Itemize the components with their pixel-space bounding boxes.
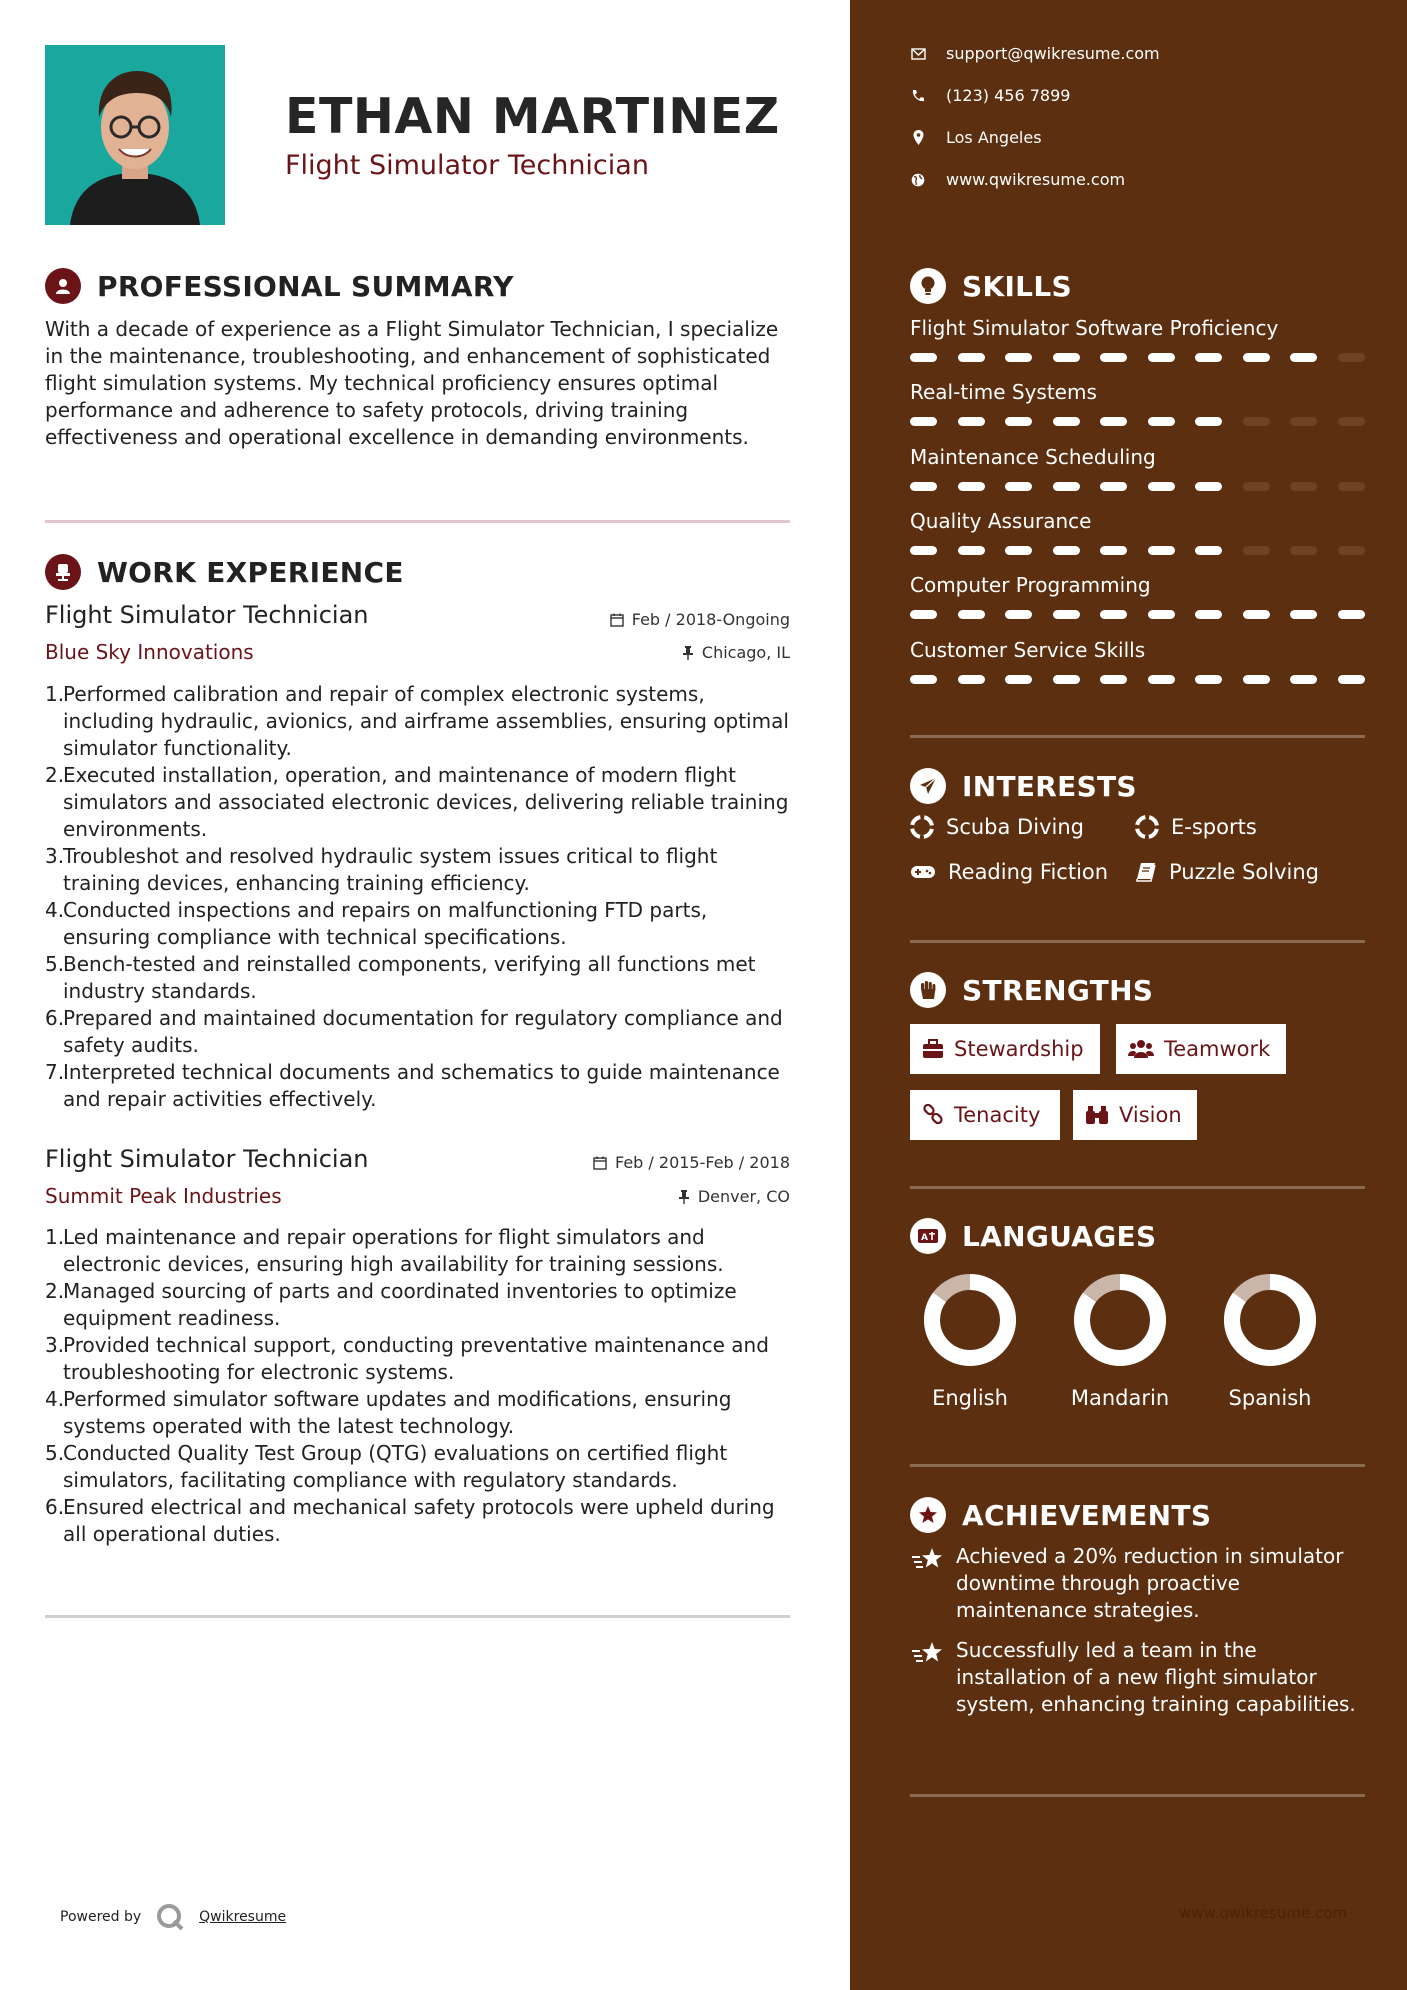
- skill-level-dash: [1290, 546, 1317, 555]
- skill-level-dash: [958, 482, 985, 491]
- calendar-icon: [610, 613, 624, 627]
- watermark: www.qwikresume.com: [1179, 1904, 1347, 1922]
- skill-level-dash: [1053, 610, 1080, 619]
- strength-tag: Vision: [1073, 1090, 1197, 1140]
- job-dates-text: Feb / 2015-Feb / 2018: [615, 1153, 790, 1172]
- job-dates: [610, 610, 790, 629]
- strength-tag: Stewardship: [910, 1024, 1100, 1074]
- qwikresume-logo-icon: [155, 1902, 185, 1932]
- candidate-name: ETHAN MARTINEZ: [285, 88, 780, 145]
- pin-icon: [682, 646, 694, 660]
- skill-level-bar: [910, 610, 1365, 619]
- skill-level-dash: [1005, 546, 1032, 555]
- calendar-icon: [593, 1156, 607, 1170]
- achievement-item: Successfully led a team in the installation of a new flight simulator system, enhancing training capabilities.: [910, 1637, 1370, 1718]
- fist-icon: [910, 972, 946, 1008]
- skill-level-dash: [1053, 675, 1080, 684]
- shooting-star-icon: [910, 1547, 946, 1573]
- skill-level-dash: [1243, 546, 1270, 555]
- skill-level-dash: [1005, 675, 1032, 684]
- strength-tag: Teamwork: [1116, 1024, 1286, 1074]
- skill-name: Quality Assurance: [910, 509, 1092, 533]
- list-item: 2. Managed sourcing of parts and coordinated inventories to optimize equipment readiness.: [45, 1279, 737, 1330]
- skill-name: Flight Simulator Software Proficiency: [910, 316, 1279, 340]
- paper-plane-icon: [910, 768, 946, 804]
- contact-email-text: support@qwikresume.com: [946, 44, 1160, 63]
- contact-email[interactable]: [910, 44, 1160, 63]
- divider: [910, 1464, 1365, 1467]
- skill-level-dash: [1148, 610, 1175, 619]
- skill-level-dash: [1148, 353, 1175, 362]
- language-label: English: [932, 1386, 1008, 1410]
- skill-name: Computer Programming: [910, 573, 1151, 597]
- skill-level-dash: [1338, 417, 1365, 426]
- skill-level-dash: [1243, 675, 1270, 684]
- skill-level-dash: [1100, 610, 1127, 619]
- skill-level-dash: [1100, 353, 1127, 362]
- profile-photo: [45, 45, 225, 225]
- skill-level-dash: [1243, 353, 1270, 362]
- contact-location: [910, 128, 1042, 147]
- job-title: Flight Simulator Technician: [45, 1145, 369, 1173]
- skill-level-dash: [1338, 610, 1365, 619]
- skills-section-header: [910, 268, 1072, 304]
- skill-level-dash: [958, 675, 985, 684]
- skill-level-dash: [1243, 417, 1270, 426]
- experience-heading: WORK EXPERIENCE: [97, 555, 404, 589]
- job-dates: [593, 1153, 790, 1172]
- skill-level-dash: [1148, 675, 1175, 684]
- skill-level-dash: [958, 353, 985, 362]
- skill-level-dash: [1053, 353, 1080, 362]
- skill-level-dash: [958, 546, 985, 555]
- list-item: 5. Conducted Quality Test Group (QTG) evaluations on certified flight simulators, facilitating compliance with regulatory standards.: [45, 1441, 728, 1492]
- brand-link[interactable]: Qwikresume: [199, 1909, 287, 1925]
- skill-level-dash: [1148, 417, 1175, 426]
- interest-item: Reading Fiction: [910, 860, 1108, 884]
- binoculars-icon: [1085, 1105, 1109, 1125]
- list-item: 3. Provided technical support, conducting preventative maintenance and troubleshooting for electronic systems.: [45, 1333, 769, 1384]
- link-icon: [922, 1104, 944, 1126]
- strengths-section-header: [910, 972, 1153, 1008]
- language-gauge: [1210, 1270, 1330, 1374]
- skill-level-dash: [1338, 353, 1365, 362]
- avatar: [45, 45, 225, 225]
- skill-level-dash: [1290, 417, 1317, 426]
- interest-item: Scuba Diving: [910, 815, 1084, 839]
- skill-level-dash: [1053, 546, 1080, 555]
- candidate-title: Flight Simulator Technician: [285, 150, 649, 181]
- divider: [910, 1794, 1365, 1797]
- list-item: 6. Prepared and maintained documentation for regulatory compliance and safety audits.: [45, 1006, 783, 1057]
- divider: [910, 1186, 1365, 1189]
- language-label: Spanish: [1228, 1386, 1312, 1410]
- divider: [910, 940, 1365, 943]
- list-item: 4. Conducted inspections and repairs on malfunctioning FTD parts, ensuring compliance with technical specifications.: [45, 898, 708, 949]
- achievement-item: Achieved a 20% reduction in simulator downtime through proactive maintenance strategies.: [910, 1543, 1370, 1624]
- lightbulb-icon: [910, 268, 946, 304]
- contact-website-text: www.qwikresume.com: [946, 170, 1126, 189]
- phone-icon: [911, 89, 925, 103]
- summary-text: With a decade of experience as a Flight Simulator Technician, I specialize in the maintenance, troubleshooting, and enhancement of sophisticated flight simulation systems. My technical proficiency ensures optimal performance and adherence to safety protocols, driving training effectiveness and operational excellence in demanding environments.: [45, 317, 779, 449]
- list-item: 5. Bench-tested and reinstalled components, verifying all functions met industry standards.: [45, 952, 756, 1003]
- strength-tag: Tenacity: [910, 1090, 1060, 1140]
- skill-level-dash: [1195, 482, 1222, 491]
- skills-heading: SKILLS: [962, 269, 1072, 303]
- language-ring: [1220, 1270, 1320, 1370]
- experience-section-header: [45, 554, 404, 590]
- skill-level-dash: [1290, 482, 1317, 491]
- contact-phone-text: (123) 456 7899: [946, 86, 1071, 105]
- summary-heading: PROFESSIONAL SUMMARY: [97, 269, 514, 303]
- contact-website[interactable]: [910, 170, 1125, 189]
- powered-by-label: Powered by: [60, 1909, 142, 1925]
- list-item: 4. Performed simulator software updates and modifications, ensuring systems operated with the latest technology.: [45, 1387, 732, 1438]
- skill-level-dash: [1290, 610, 1317, 619]
- skill-level-dash: [910, 353, 937, 362]
- skill-level-dash: [1100, 482, 1127, 491]
- list-item: 1. Led maintenance and repair operations for flight simulators and electronic devices, ensuring high availability for training sessions.: [45, 1225, 724, 1276]
- skill-level-dash: [1100, 675, 1127, 684]
- user-icon: [45, 268, 81, 304]
- map-marker-icon: [913, 130, 924, 145]
- job-dates-text: Feb / 2018-Ongoing: [631, 610, 790, 629]
- skill-level-dash: [1338, 675, 1365, 684]
- book-icon: [1135, 861, 1157, 883]
- list-item: 3. Troubleshot and resolved hydraulic system issues critical to flight training devices, enhancing training efficiency.: [45, 844, 718, 895]
- skill-level-dash: [1195, 546, 1222, 555]
- interests-section-header: [910, 768, 1137, 804]
- language-ring: [920, 1270, 1020, 1370]
- list-item: 2. Executed installation, operation, and maintenance of modern flight simulators and associated electronic devices, delivering reliable training environments.: [45, 763, 789, 841]
- skill-level-dash: [910, 610, 937, 619]
- skill-level-dash: [1005, 482, 1032, 491]
- contact-location-text: Los Angeles: [946, 128, 1042, 147]
- language-icon: [910, 1218, 946, 1254]
- skill-level-dash: [958, 610, 985, 619]
- interest-item: E-sports: [1135, 815, 1257, 839]
- skill-level-dash: [910, 675, 937, 684]
- job-location: [678, 1187, 790, 1206]
- strengths-heading: STRENGTHS: [962, 973, 1154, 1007]
- achievements-heading: ACHIEVEMENTS: [962, 1498, 1212, 1532]
- job-location-text: Chicago, IL: [701, 643, 790, 662]
- skill-level-dash: [958, 417, 985, 426]
- skill-level-bar: [910, 482, 1365, 491]
- languages-heading: LANGUAGES: [962, 1219, 1157, 1253]
- language-ring: [1070, 1270, 1170, 1370]
- gamepad-icon: [910, 863, 936, 881]
- lifebuoy-icon: [910, 815, 934, 839]
- envelope-icon: [911, 48, 926, 60]
- globe-icon: [911, 173, 925, 187]
- skill-level-dash: [1148, 482, 1175, 491]
- shooting-star-icon: [910, 1641, 946, 1667]
- medal-star-icon: [910, 1497, 946, 1533]
- skill-level-bar: [910, 353, 1365, 362]
- skill-level-dash: [1005, 353, 1032, 362]
- job-location: [682, 643, 790, 662]
- skill-level-dash: [1100, 546, 1127, 555]
- skill-level-dash: [910, 417, 937, 426]
- skill-level-dash: [1195, 675, 1222, 684]
- skill-level-dash: [1338, 546, 1365, 555]
- skill-level-dash: [1053, 482, 1080, 491]
- list-item: 6. Ensured electrical and mechanical safety protocols were upheld during all operational duties.: [45, 1495, 775, 1546]
- lifebuoy-icon: [1135, 815, 1159, 839]
- list-item: 7. Interpreted technical documents and schematics to guide maintenance and repair activities effectively.: [45, 1060, 780, 1111]
- briefcase-icon: [922, 1039, 944, 1059]
- skill-level-bar: [910, 546, 1365, 555]
- interest-item: Puzzle Solving: [1135, 860, 1319, 884]
- skill-level-dash: [1195, 610, 1222, 619]
- skill-level-bar: [910, 417, 1365, 426]
- skill-level-dash: [1195, 353, 1222, 362]
- divider: [45, 1615, 790, 1618]
- skill-level-dash: [910, 546, 937, 555]
- job-title: Flight Simulator Technician: [45, 601, 369, 629]
- skill-level-dash: [1148, 546, 1175, 555]
- job-location-text: Denver, CO: [697, 1187, 790, 1206]
- list-item: 1. Performed calibration and repair of complex electronic systems, including hydraulic, avionics, and airframe assemblies, ensuring optimal simulator functionality.: [45, 682, 789, 760]
- chair-icon: [45, 554, 81, 590]
- skill-level-bar: [910, 675, 1365, 684]
- skill-level-dash: [1005, 610, 1032, 619]
- skill-level-dash: [1243, 482, 1270, 491]
- pin-icon: [678, 1190, 690, 1204]
- job-company: Blue Sky Innovations: [45, 640, 254, 664]
- skill-name: Customer Service Skills: [910, 638, 1146, 662]
- users-icon: [1128, 1039, 1154, 1059]
- language-label: Mandarin: [1070, 1386, 1170, 1410]
- summary-section-header: [45, 268, 514, 304]
- skill-level-dash: [1005, 417, 1032, 426]
- skill-level-dash: [1338, 482, 1365, 491]
- language-gauge: [910, 1270, 1030, 1374]
- contact-phone[interactable]: [910, 86, 1070, 105]
- divider: [45, 520, 790, 523]
- job-company: Summit Peak Industries: [45, 1184, 282, 1208]
- achievements-section-header: [910, 1497, 1211, 1533]
- skill-name: Real-time Systems: [910, 380, 1097, 404]
- skill-name: Maintenance Scheduling: [910, 445, 1156, 469]
- job-bullets: [45, 1224, 795, 1548]
- job-bullets: [45, 681, 795, 1113]
- skill-level-dash: [1290, 675, 1317, 684]
- skill-level-dash: [910, 482, 937, 491]
- skill-level-dash: [1243, 610, 1270, 619]
- skill-level-dash: [1100, 417, 1127, 426]
- language-gauge: [1060, 1270, 1180, 1374]
- skill-level-dash: [1195, 417, 1222, 426]
- skill-level-dash: [1053, 417, 1080, 426]
- languages-section-header: [910, 1218, 1156, 1254]
- divider: [910, 735, 1365, 738]
- svg-text:A: A: [921, 1233, 928, 1243]
- interests-heading: INTERESTS: [962, 769, 1137, 803]
- sidebar: [850, 0, 1407, 1990]
- powered-by: [60, 1902, 286, 1932]
- skill-level-dash: [1290, 353, 1317, 362]
